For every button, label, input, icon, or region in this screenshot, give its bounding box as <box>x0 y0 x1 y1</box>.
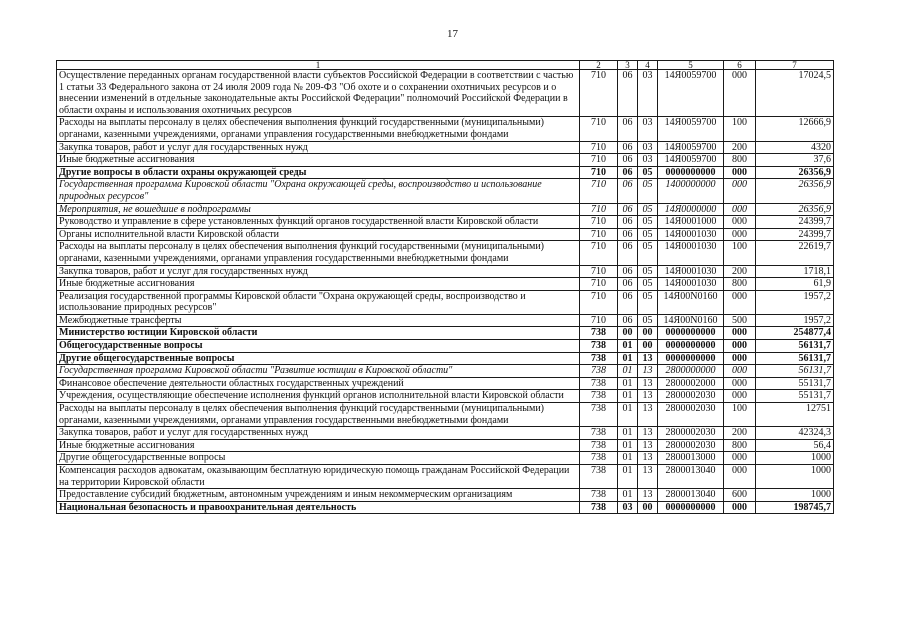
row-amount: 56131,7 <box>756 365 834 378</box>
row-section-code: 01 <box>618 340 638 353</box>
row-expense-type: 500 <box>724 314 756 327</box>
row-section-code: 01 <box>618 465 638 489</box>
row-section-code: 01 <box>618 439 638 452</box>
table-row <box>57 265 834 278</box>
row-section-code: 06 <box>618 241 638 265</box>
row-subsection-code: 13 <box>638 352 658 365</box>
row-target-code: 2800013000 <box>658 452 724 465</box>
row-section-code: 01 <box>618 427 638 440</box>
row-section-code: 03 <box>618 501 638 514</box>
row-target-code: 2800002030 <box>658 439 724 452</box>
row-section-code: 01 <box>618 352 638 365</box>
row-ministry-code: 738 <box>580 489 618 502</box>
row-target-code: 0000000000 <box>658 501 724 514</box>
row-name: Органы исполнительной власти Кировской области <box>57 228 580 241</box>
row-amount: 56131,7 <box>756 352 834 365</box>
row-amount: 55131,7 <box>756 377 834 390</box>
row-target-code: 2800002030 <box>658 390 724 403</box>
row-expense-type: 000 <box>724 390 756 403</box>
row-expense-type: 100 <box>724 117 756 141</box>
row-expense-type: 200 <box>724 427 756 440</box>
table-row <box>57 403 834 427</box>
row-amount: 254877,4 <box>756 327 834 340</box>
row-ministry-code: 710 <box>580 154 618 167</box>
row-expense-type: 200 <box>724 141 756 154</box>
row-amount: 26356,9 <box>756 166 834 179</box>
row-name: Компенсация расходов адвокатам, оказывающим бесплатную юридическую помощь гражданам Российской Федерации на территории Кировской области <box>57 465 580 489</box>
row-name: Иные бюджетные ассигнования <box>57 154 580 167</box>
row-name: Предоставление субсидий бюджетным, автономным учреждениям и иным некоммерческим организациям <box>57 489 580 502</box>
table-row <box>57 166 834 179</box>
table-row <box>57 228 834 241</box>
row-expense-type: 000 <box>724 327 756 340</box>
row-ministry-code: 710 <box>580 241 618 265</box>
row-amount: 1000 <box>756 452 834 465</box>
table-row <box>57 489 834 502</box>
row-subsection-code: 05 <box>638 216 658 229</box>
row-target-code: 14Я0059700 <box>658 117 724 141</box>
row-ministry-code: 738 <box>580 390 618 403</box>
row-subsection-code: 00 <box>638 501 658 514</box>
row-target-code: 0000000000 <box>658 352 724 365</box>
row-ministry-code: 738 <box>580 427 618 440</box>
row-amount: 55131,7 <box>756 390 834 403</box>
row-ministry-code: 738 <box>580 501 618 514</box>
row-expense-type: 000 <box>724 290 756 314</box>
row-subsection-code: 13 <box>638 427 658 440</box>
row-ministry-code: 738 <box>580 352 618 365</box>
row-target-code: 2800000000 <box>658 365 724 378</box>
row-expense-type: 000 <box>724 216 756 229</box>
row-target-code: 0000000000 <box>658 166 724 179</box>
table-row <box>57 452 834 465</box>
header-col-5: 5 <box>658 61 724 70</box>
row-target-code: 14Я0059700 <box>658 141 724 154</box>
row-target-code: 14Я0001030 <box>658 265 724 278</box>
row-section-code: 06 <box>618 179 638 203</box>
table-row <box>57 290 834 314</box>
row-section-code: 06 <box>618 117 638 141</box>
row-ministry-code: 710 <box>580 70 618 117</box>
header-col-1: 1 <box>57 61 580 70</box>
header-col-3: 3 <box>618 61 638 70</box>
header-col-2: 2 <box>580 61 618 70</box>
row-target-code: 0000000000 <box>658 327 724 340</box>
row-name: Закупка товаров, работ и услуг для государственных нужд <box>57 427 580 440</box>
page-number: 17 <box>447 28 458 40</box>
row-subsection-code: 05 <box>638 203 658 216</box>
row-amount: 26356,9 <box>756 203 834 216</box>
row-name: Министерство юстиции Кировской области <box>57 327 580 340</box>
row-section-code: 06 <box>618 203 638 216</box>
row-amount: 1000 <box>756 489 834 502</box>
row-amount: 1000 <box>756 465 834 489</box>
table-row <box>57 203 834 216</box>
row-name: Закупка товаров, работ и услуг для государственных нужд <box>57 141 580 154</box>
table-row <box>57 439 834 452</box>
row-section-code: 06 <box>618 216 638 229</box>
row-section-code: 06 <box>618 228 638 241</box>
row-amount: 56,4 <box>756 439 834 452</box>
row-target-code: 0000000000 <box>658 340 724 353</box>
row-subsection-code: 13 <box>638 377 658 390</box>
table-row <box>57 314 834 327</box>
row-section-code: 00 <box>618 327 638 340</box>
row-ministry-code: 710 <box>580 179 618 203</box>
row-section-code: 01 <box>618 403 638 427</box>
row-expense-type: 000 <box>724 70 756 117</box>
row-amount: 1957,2 <box>756 314 834 327</box>
row-expense-type: 600 <box>724 489 756 502</box>
row-name: Другие общегосударственные вопросы <box>57 452 580 465</box>
row-subsection-code: 00 <box>638 327 658 340</box>
row-expense-type: 800 <box>724 439 756 452</box>
row-amount: 1957,2 <box>756 290 834 314</box>
row-section-code: 01 <box>618 489 638 502</box>
row-expense-type: 000 <box>724 501 756 514</box>
row-ministry-code: 738 <box>580 365 618 378</box>
table-row <box>57 340 834 353</box>
row-section-code: 06 <box>618 278 638 291</box>
row-name: Расходы на выплаты персоналу в целях обеспечения выполнения функций государственными (муниципальными) органами, казенными учреждениями, органами управления государственными внебюджетными фондами <box>57 403 580 427</box>
table-row <box>57 327 834 340</box>
row-name: Осуществление переданных органам государственной власти субъектов Российской Федерации в соответствии с частью 1 статьи 33 Федерального закона от 24 июля 2009 года № 209-ФЗ "Об охоте и о сохранении охотничьих ресурсов и о внесении изменений в отдельные законодательные акты Российской Федерации" полномочий Российской Федерации в области охраны и использования охотничьих ресурсов <box>57 70 580 117</box>
row-expense-type: 000 <box>724 228 756 241</box>
row-name: Руководство и управление в сфере установленных функций органов государственной власти Кировской области <box>57 216 580 229</box>
row-amount: 24399,7 <box>756 216 834 229</box>
table-row <box>57 241 834 265</box>
table-row <box>57 141 834 154</box>
row-amount: 37,6 <box>756 154 834 167</box>
table-row <box>57 70 834 117</box>
row-section-code: 01 <box>618 452 638 465</box>
table-row <box>57 427 834 440</box>
row-ministry-code: 710 <box>580 166 618 179</box>
table-row <box>57 352 834 365</box>
table-header <box>57 61 834 70</box>
row-amount: 56131,7 <box>756 340 834 353</box>
row-section-code: 06 <box>618 154 638 167</box>
row-amount: 198745,7 <box>756 501 834 514</box>
row-amount: 12751 <box>756 403 834 427</box>
row-ministry-code: 738 <box>580 452 618 465</box>
row-expense-type: 000 <box>724 365 756 378</box>
row-expense-type: 000 <box>724 166 756 179</box>
row-name: Государственная программа Кировской области "Охрана окружающей среды, воспроизводство и использование природных ресурсов" <box>57 179 580 203</box>
row-subsection-code: 13 <box>638 465 658 489</box>
row-target-code: 2800002000 <box>658 377 724 390</box>
row-section-code: 06 <box>618 290 638 314</box>
row-name: Реализация государственной программы Кировской области "Охрана окружающей среды, воспроизводство и использование природных ресурсов" <box>57 290 580 314</box>
row-subsection-code: 03 <box>638 117 658 141</box>
row-subsection-code: 13 <box>638 365 658 378</box>
row-ministry-code: 710 <box>580 117 618 141</box>
row-ministry-code: 710 <box>580 290 618 314</box>
row-subsection-code: 05 <box>638 265 658 278</box>
row-expense-type: 000 <box>724 340 756 353</box>
row-ministry-code: 710 <box>580 141 618 154</box>
header-col-4: 4 <box>638 61 658 70</box>
row-subsection-code: 05 <box>638 290 658 314</box>
row-name: Другие вопросы в области охраны окружающей среды <box>57 166 580 179</box>
row-target-code: 14Я0001030 <box>658 241 724 265</box>
row-expense-type: 800 <box>724 278 756 291</box>
row-section-code: 01 <box>618 365 638 378</box>
row-expense-type: 000 <box>724 452 756 465</box>
row-ministry-code: 738 <box>580 377 618 390</box>
row-section-code: 06 <box>618 70 638 117</box>
row-name: Учреждения, осуществляющие обеспечение исполнения функций органов исполнительной власти Кировской области <box>57 390 580 403</box>
table-row <box>57 501 834 514</box>
table-row <box>57 377 834 390</box>
row-subsection-code: 00 <box>638 340 658 353</box>
row-name: Общегосударственные вопросы <box>57 340 580 353</box>
row-section-code: 01 <box>618 377 638 390</box>
row-ministry-code: 738 <box>580 403 618 427</box>
row-subsection-code: 13 <box>638 439 658 452</box>
row-name: Расходы на выплаты персоналу в целях обеспечения выполнения функций государственными (муниципальными) органами, казенными учреждениями, органами управления государственными внебюджетными фондами <box>57 117 580 141</box>
table-row <box>57 278 834 291</box>
row-expense-type: 000 <box>724 179 756 203</box>
row-amount: 17024,5 <box>756 70 834 117</box>
row-subsection-code: 13 <box>638 489 658 502</box>
row-target-code: 2800002030 <box>658 427 724 440</box>
row-name: Другие общегосударственные вопросы <box>57 352 580 365</box>
row-subsection-code: 03 <box>638 154 658 167</box>
row-subsection-code: 03 <box>638 70 658 117</box>
row-section-code: 01 <box>618 390 638 403</box>
row-subsection-code: 05 <box>638 278 658 291</box>
row-ministry-code: 710 <box>580 228 618 241</box>
row-subsection-code: 05 <box>638 314 658 327</box>
row-amount: 42324,3 <box>756 427 834 440</box>
row-subsection-code: 05 <box>638 166 658 179</box>
table-row <box>57 216 834 229</box>
row-section-code: 06 <box>618 141 638 154</box>
table-row <box>57 390 834 403</box>
row-target-code: 14Я0001000 <box>658 216 724 229</box>
row-target-code: 1400000000 <box>658 179 724 203</box>
row-ministry-code: 710 <box>580 203 618 216</box>
row-name: Закупка товаров, работ и услуг для государственных нужд <box>57 265 580 278</box>
header-row <box>57 61 834 70</box>
table-row <box>57 365 834 378</box>
table-row <box>57 117 834 141</box>
row-target-code: 2800002030 <box>658 403 724 427</box>
row-subsection-code: 13 <box>638 403 658 427</box>
row-expense-type: 000 <box>724 465 756 489</box>
header-col-6: 6 <box>724 61 756 70</box>
row-target-code: 2800013040 <box>658 465 724 489</box>
row-amount: 4320 <box>756 141 834 154</box>
row-ministry-code: 738 <box>580 327 618 340</box>
row-amount: 24399,7 <box>756 228 834 241</box>
table-row <box>57 465 834 489</box>
row-target-code: 14Я0000000 <box>658 203 724 216</box>
row-name: Мероприятия, не вошедшие в подпрограммы <box>57 203 580 216</box>
row-expense-type: 100 <box>724 241 756 265</box>
table-body <box>57 70 834 514</box>
row-name: Национальная безопасность и правоохранительная деятельность <box>57 501 580 514</box>
row-subsection-code: 13 <box>638 390 658 403</box>
row-name: Расходы на выплаты персоналу в целях обеспечения выполнения функций государственными (муниципальными) органами, казенными учреждениями, органами управления государственными внебюджетными фондами <box>57 241 580 265</box>
row-expense-type: 800 <box>724 154 756 167</box>
row-amount: 26356,9 <box>756 179 834 203</box>
row-amount: 12666,9 <box>756 117 834 141</box>
row-name: Иные бюджетные ассигнования <box>57 439 580 452</box>
row-ministry-code: 738 <box>580 465 618 489</box>
row-subsection-code: 05 <box>638 228 658 241</box>
row-target-code: 14Я0059700 <box>658 70 724 117</box>
row-target-code: 14Я0059700 <box>658 154 724 167</box>
row-expense-type: 000 <box>724 203 756 216</box>
row-subsection-code: 05 <box>638 179 658 203</box>
row-ministry-code: 710 <box>580 216 618 229</box>
row-subsection-code: 13 <box>638 452 658 465</box>
header-col-7: 7 <box>756 61 834 70</box>
row-ministry-code: 738 <box>580 439 618 452</box>
budget-table <box>56 60 834 514</box>
row-target-code: 14Я0001030 <box>658 278 724 291</box>
row-ministry-code: 710 <box>580 265 618 278</box>
row-target-code: 2800013040 <box>658 489 724 502</box>
row-target-code: 14Я0001030 <box>658 228 724 241</box>
row-amount: 22619,7 <box>756 241 834 265</box>
row-ministry-code: 710 <box>580 278 618 291</box>
row-expense-type: 100 <box>724 403 756 427</box>
row-target-code: 14Я00N0160 <box>658 290 724 314</box>
table-row <box>57 179 834 203</box>
row-name: Финансовое обеспечение деятельности областных государственных учреждений <box>57 377 580 390</box>
row-subsection-code: 05 <box>638 241 658 265</box>
row-amount: 61,9 <box>756 278 834 291</box>
row-ministry-code: 738 <box>580 340 618 353</box>
table-row <box>57 154 834 167</box>
row-expense-type: 200 <box>724 265 756 278</box>
row-amount: 1718,1 <box>756 265 834 278</box>
row-section-code: 06 <box>618 166 638 179</box>
row-subsection-code: 03 <box>638 141 658 154</box>
row-target-code: 14Я00N0160 <box>658 314 724 327</box>
row-section-code: 06 <box>618 265 638 278</box>
row-name: Иные бюджетные ассигнования <box>57 278 580 291</box>
row-name: Межбюджетные трансферты <box>57 314 580 327</box>
row-expense-type: 000 <box>724 377 756 390</box>
row-section-code: 06 <box>618 314 638 327</box>
row-expense-type: 000 <box>724 352 756 365</box>
row-name: Государственная программа Кировской области "Развитие юстиции в Кировской области" <box>57 365 580 378</box>
row-ministry-code: 710 <box>580 314 618 327</box>
